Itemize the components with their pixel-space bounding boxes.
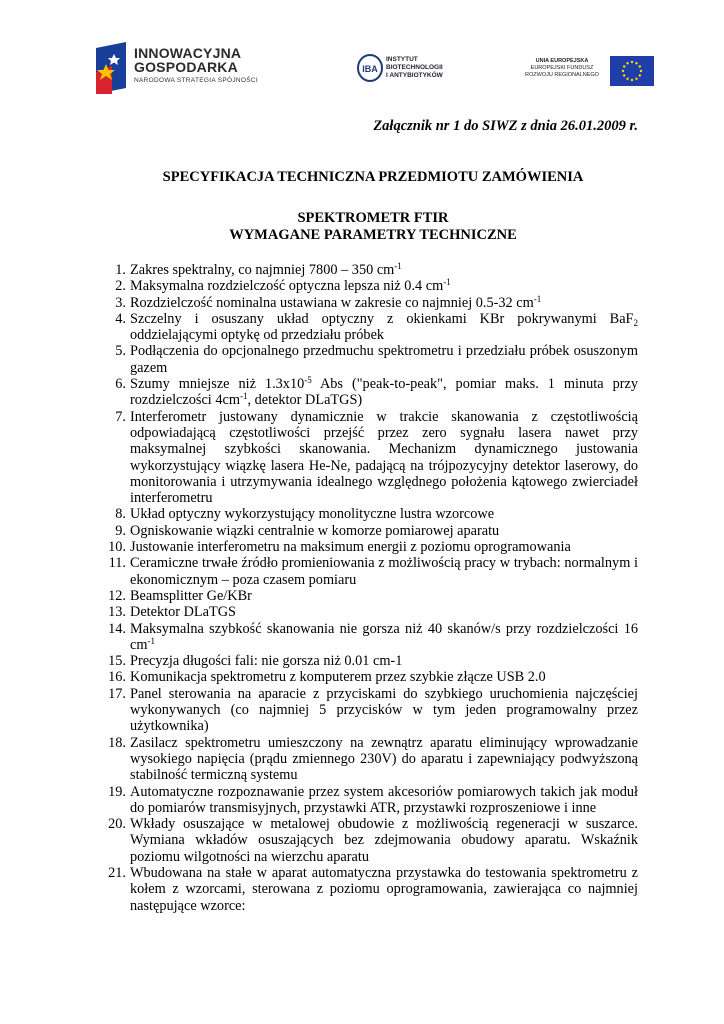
item-number: 9. xyxy=(115,522,126,539)
item-number: 20. xyxy=(108,816,126,833)
item-text: Ogniskowanie wiązki centralnie w komorze pomiarowej aparatu xyxy=(130,522,500,539)
item-number: 10. xyxy=(108,539,126,556)
item-number: 18. xyxy=(108,734,126,751)
item-number: 6. xyxy=(115,376,126,393)
document-title: SPECYFIKACJA TECHNICZNA PRZEDMIOTU ZAMÓWIENIA xyxy=(162,169,584,185)
parameter-item xyxy=(108,588,638,604)
item-number: 2. xyxy=(115,278,126,295)
parameter-item xyxy=(108,376,638,409)
item-text: Maksymalna rozdzielczość optyczna lepsza niż 0.4 cm xyxy=(130,278,444,295)
parameter-item xyxy=(108,262,638,278)
superscript: -1 xyxy=(443,277,451,288)
item-number: 1. xyxy=(115,262,126,278)
item-number: 4. xyxy=(115,310,126,327)
iba-line2: BIOTECHNOLOGII xyxy=(386,64,443,71)
superscript: -5 xyxy=(304,375,312,386)
item-text: Szumy mniejsze niż 1.3x10 xyxy=(130,376,305,393)
ig-flag-icon xyxy=(92,42,132,94)
item-number: 17. xyxy=(108,685,126,702)
parameter-item xyxy=(108,506,638,522)
innowacyjna-gospodarka-logo xyxy=(92,42,272,102)
item-number: 8. xyxy=(115,506,126,523)
item-text: Interferometr justowany dynamicznie w trakcie skanowania z częstotliwością odpowiadającą częstotliwości przejść przez zero sygnału lasera nawet przy maksymalnej szybkości skanowania. Mechanizm dynamicznego justowania wykorzystujący wiązkę lasera He-Ne, padającą na trójpozycyjny detektor laserowy, do monitorowania i utrzymywania idealnego względnego położenia kątowego zwierciadeł interferometru xyxy=(130,408,638,507)
iba-mark-text: IBA xyxy=(362,64,378,74)
eu-line1: UNIA EUROPEJSKA xyxy=(535,58,589,64)
iba-logo xyxy=(356,54,466,94)
item-text: Detektor DLaTGS xyxy=(130,604,237,621)
item-number: 14. xyxy=(108,620,126,637)
superscript: -1 xyxy=(533,293,542,304)
parameter-item xyxy=(108,539,638,555)
ig-line1: INNOWACYJNA xyxy=(134,45,242,61)
document-body xyxy=(108,118,638,914)
parameter-item xyxy=(108,735,638,784)
item-text: Maksymalna szybkość skanowania nie gorsza niż 40 skanów/s przy rozdzielczości 16 cm xyxy=(130,620,638,653)
parameter-item xyxy=(108,278,638,294)
parameter-item xyxy=(108,784,638,817)
item-number: 19. xyxy=(108,783,126,800)
item-text: oddzielającymi optykę od przedziału próbek xyxy=(130,327,385,344)
parameter-item xyxy=(108,604,638,620)
item-text: Wbudowana na stałe w aparat automatyczna przystawka do testowania spektrometru z kołem z wzorcami, sterowana z poziomu oprogramowania, zawierająca co najmniej następujące wzorce: xyxy=(130,864,638,914)
item-text: Abs ("peak-to-peak", pomiar maks. 1 minuta przy rozdzielczości 4cm xyxy=(130,376,638,409)
parameter-item xyxy=(108,653,638,669)
parameters-list xyxy=(108,262,638,914)
item-number: 21. xyxy=(108,864,126,881)
superscript: -1 xyxy=(394,261,402,271)
iba-mark-icon xyxy=(356,54,384,82)
item-number: 5. xyxy=(115,343,126,360)
parameter-item xyxy=(108,621,638,654)
item-text: Zasilacz spektrometru umieszczony na zewnątrz aparatu eliminujący wprowadzanie wysokiego napięcia (prądu zmiennego 230V) do aparatu i zapewniający podwyższoną stabilność termiczną systemu xyxy=(130,734,638,784)
parameter-item xyxy=(108,669,638,685)
ig-line2: GOSPODARKA xyxy=(134,59,238,75)
item-text: Beamsplitter Ge/KBr xyxy=(130,587,252,604)
parameter-item xyxy=(108,409,638,507)
eu-flag-icon xyxy=(610,56,654,86)
iba-line1: INSTYTUT xyxy=(386,56,418,63)
annex-reference: Załącznik nr 1 do SIWZ z dnia 26.01.2009 r. xyxy=(373,118,638,134)
parameter-item xyxy=(108,686,638,735)
item-number: 7. xyxy=(115,408,126,425)
subtitle-params: WYMAGANE PARAMETRY TECHNICZNE xyxy=(229,227,517,243)
item-text: Justowanie interferometru na maksimum energii z poziomu oprogramowania xyxy=(130,539,571,556)
subscript: 2 xyxy=(633,317,638,328)
superscript: -1 xyxy=(147,635,155,646)
parameter-item xyxy=(108,295,638,311)
item-text: Podłączenia do opcjonalnego przedmuchu spektrometru i przedziału próbek osuszonym gazem xyxy=(130,343,638,376)
item-text: Rozdzielczość nominalna ustawiana w zakresie co najmniej 0.5-32 cm xyxy=(130,294,534,311)
parameter-item xyxy=(108,523,638,539)
item-number: 12. xyxy=(108,587,126,604)
item-text: Automatyczne rozpoznawanie przez system akcesoriów pomiarowych takich jak moduł do pomiarów transmisyjnych, przystawki ATR, przystawki rozproszeniowe i inne xyxy=(130,783,638,816)
item-text: , detektor DLaTGS) xyxy=(247,392,363,409)
item-text: Precyzja długości fali: nie gorsza niż 0.01 cm-1 xyxy=(130,653,403,670)
superscript: -1 xyxy=(239,391,248,402)
item-number: 11. xyxy=(108,555,126,572)
item-number: 16. xyxy=(108,669,126,686)
parameter-item xyxy=(108,311,638,344)
parameter-item xyxy=(108,865,638,914)
header-logos xyxy=(0,30,724,100)
item-number: 3. xyxy=(115,294,126,311)
item-number: 15. xyxy=(108,653,126,670)
item-text: Panel sterowania na aparacie z przyciskami do szybkiego uruchomienia najczęściej wykonywanych (co najmniej 5 przycisków w tym jeden programowalny przez użytkownika) xyxy=(130,685,638,735)
document-subtitle xyxy=(108,210,638,244)
parameter-item xyxy=(108,555,638,588)
ig-line3: NARODOWA STRATEGIA SPÓJNOŚCI xyxy=(134,77,258,84)
subtitle-device: SPEKTROMETR FTIR xyxy=(297,210,449,226)
item-number: 13. xyxy=(108,604,126,621)
eu-line3: ROZWOJU REGIONALNEGO xyxy=(525,72,599,78)
item-text: Układ optyczny wykorzystujący monolityczne lustra wzorcowe xyxy=(130,506,495,523)
item-text: Ceramiczne trwałe źródło promieniowania z możliwością pracy w trybach: normalnym i ekonomicznym – poza czasem pomiaru xyxy=(130,555,638,588)
item-text: Szczelny i osuszany układ optyczny z okienkami KBr pokrywanymi BaF xyxy=(130,310,634,327)
eu-logo xyxy=(518,54,648,90)
item-text: Zakres spektralny, co najmniej 7800 – 350 cm xyxy=(130,262,395,278)
parameter-item xyxy=(108,816,638,865)
item-text: Komunikacja spektrometru z komputerem przez szybkie złącze USB 2.0 xyxy=(130,669,546,686)
parameter-item xyxy=(108,343,638,376)
eu-line2: EUROPEJSKI FUNDUSZ xyxy=(530,65,594,71)
iba-line3: I ANTYBIOTYKÓW xyxy=(386,72,443,79)
item-text: Wkłady osuszające w metalowej obudowie z możliwością regeneracji w suszarce. Wymiana wkładów osuszających bez zdejmowania obudowy aparatu. Wskaźnik poziomu wilgotności na wierzchu aparatu xyxy=(130,816,638,865)
